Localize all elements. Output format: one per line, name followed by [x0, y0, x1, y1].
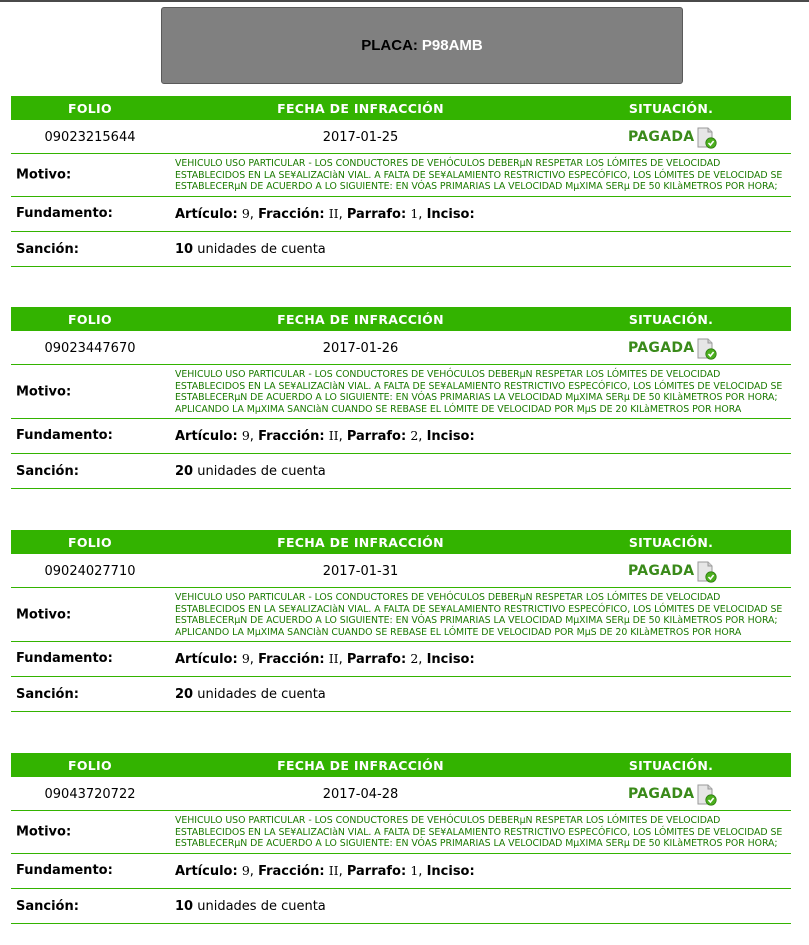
fundamento-value: Artículo: 9, Fracción: II, Parrafo: 2, Inciso: — [175, 428, 475, 445]
folio-value: 09043720722 — [44, 787, 136, 802]
fraccion-value: II — [328, 205, 339, 221]
articulo-value: 9 — [241, 651, 250, 667]
header-situacion: SITUACIÓN. — [628, 758, 714, 773]
status-text: PAGADA — [628, 563, 695, 579]
header-folio: FOLIO — [68, 101, 112, 116]
articulo-value: 9 — [241, 428, 250, 444]
infraction-record — [11, 530, 791, 712]
motivo-text: VEHICULO USO PARTICULAR - LOS CONDUCTORES DE VEHÓCULOS DEBERµN RESPETAR LOS LÓMITES DE VELOCIDAD ESTABLECIDOS EN LA SE¥ALIZACIàN VIAL. A FALTA DE SE¥ALAMIENTO RESTRICTIVO ESPECÓFICO, LOS LÓMITES DE VELOCIDAD SE ESTABLECERµN DE ACUERDO A LO SIGUIENTE: EN VÓAS PRIMARIAS LA VELOCIDAD MµXIMA SERµ DE 50 KILàMETROS POR HORA; — [175, 158, 783, 193]
paid-document-icon[interactable] — [697, 127, 717, 149]
motivo-label: Motivo: — [16, 824, 72, 840]
fraccion-label: Fracción: — [258, 652, 325, 668]
sancion-unit: unidades de cuenta — [197, 687, 326, 703]
plate-banner — [161, 7, 683, 84]
sancion-amount: 10 — [175, 241, 194, 257]
fundamento-value: Artículo: 9, Fracción: II, Parrafo: 1, Inciso: — [175, 205, 475, 222]
sancion-value — [175, 899, 326, 914]
articulo-value: 9 — [241, 205, 250, 221]
fecha-value: 2017-01-31 — [322, 564, 399, 579]
paid-document-icon[interactable] — [697, 561, 717, 583]
header-situacion: SITUACIÓN. — [628, 535, 714, 550]
sancion-label: Sanción: — [16, 241, 79, 257]
sancion-unit: unidades de cuenta — [197, 241, 326, 257]
infraction-record — [11, 753, 791, 924]
fraccion-label: Fracción: — [258, 863, 325, 879]
inciso-label: Inciso: — [426, 863, 475, 879]
fundamento-row — [11, 419, 791, 454]
sancion-value — [175, 687, 326, 702]
sancion-row — [11, 889, 791, 924]
infraction-record — [11, 307, 791, 489]
fraccion-value: II — [328, 862, 339, 878]
header-folio: FOLIO — [68, 535, 112, 550]
fundamento-row — [11, 854, 791, 889]
parrafo-label: Parrafo: — [346, 429, 407, 445]
parrafo-label: Parrafo: — [346, 206, 407, 222]
header-situacion: SITUACIÓN. — [628, 101, 714, 116]
sancion-value — [175, 242, 326, 257]
fundamento-row — [11, 197, 791, 232]
parrafo-value: 2 — [410, 651, 419, 667]
fundamento-label: Fundamento: — [16, 428, 113, 444]
header-fecha: FECHA DE INFRACCIÓN — [277, 312, 444, 327]
plate-label: PLACA: — [361, 37, 418, 54]
articulo-label: Artículo: — [175, 206, 238, 222]
sancion-unit: unidades de cuenta — [197, 898, 326, 914]
plate-number: P98AMB — [421, 37, 483, 54]
fraccion-value: II — [328, 428, 339, 444]
sancion-value — [175, 464, 326, 479]
paid-document-icon[interactable] — [697, 338, 717, 360]
motivo-row — [11, 154, 791, 197]
status-text: PAGADA — [628, 129, 695, 145]
record-summary-row — [11, 554, 791, 588]
fundamento-value: Artículo: 9, Fracción: II, Parrafo: 2, Inciso: — [175, 651, 475, 668]
parrafo-label: Parrafo: — [346, 652, 407, 668]
motivo-row — [11, 588, 791, 642]
sancion-row — [11, 232, 791, 267]
header-fecha: FECHA DE INFRACCIÓN — [277, 101, 444, 116]
motivo-row — [11, 365, 791, 419]
fraccion-value: II — [328, 651, 339, 667]
record-summary-row — [11, 777, 791, 811]
parrafo-value: 1 — [410, 862, 419, 878]
articulo-label: Artículo: — [175, 652, 238, 668]
sancion-label: Sanción: — [16, 898, 79, 914]
record-header — [11, 307, 791, 331]
folio-value: 09023215644 — [44, 130, 136, 145]
record-header — [11, 96, 791, 120]
fraccion-label: Fracción: — [258, 429, 325, 445]
header-folio: FOLIO — [68, 758, 112, 773]
top-border — [0, 0, 809, 2]
sancion-row — [11, 454, 791, 489]
fundamento-label: Fundamento: — [16, 205, 113, 221]
parrafo-value: 2 — [410, 428, 419, 444]
paid-document-icon[interactable] — [697, 784, 717, 806]
articulo-value: 9 — [241, 862, 250, 878]
motivo-label: Motivo: — [16, 384, 72, 400]
inciso-label: Inciso: — [426, 206, 475, 222]
header-folio: FOLIO — [68, 312, 112, 327]
motivo-text: VEHICULO USO PARTICULAR - LOS CONDUCTORES DE VEHÓCULOS DEBERµN RESPETAR LOS LÓMITES DE VELOCIDAD ESTABLECIDOS EN LA SE¥ALIZACIàN VIAL. A FALTA DE SE¥ALAMIENTO RESTRICTIVO ESPECÓFICO, LOS LÓMITES DE VELOCIDAD SE ESTABLECERµN DE ACUERDO A LO SIGUIENTE: EN VÓAS PRIMARIAS LA VELOCIDAD MµXIMA SERµ DE 50 KILàMETROS POR HORA; APLICANDO LA MµXIMA SANCIàN CUANDO SE REBASE EL LÓMITE DE VELOCIDAD POR MµS DE 20 KILàMETROS POR HORA — [175, 369, 783, 415]
sancion-amount: 10 — [175, 898, 194, 914]
fundamento-label: Fundamento: — [16, 651, 113, 667]
record-summary-row — [11, 120, 791, 154]
record-header — [11, 753, 791, 777]
infraction-record — [11, 96, 791, 267]
parrafo-label: Parrafo: — [346, 863, 407, 879]
sancion-amount: 20 — [175, 687, 194, 703]
fundamento-value: Artículo: 9, Fracción: II, Parrafo: 1, Inciso: — [175, 862, 475, 879]
articulo-label: Artículo: — [175, 429, 238, 445]
status-text: PAGADA — [628, 786, 695, 802]
fraccion-label: Fracción: — [258, 206, 325, 222]
folio-value: 09023447670 — [44, 341, 136, 356]
sancion-unit: unidades de cuenta — [197, 464, 326, 480]
sancion-row — [11, 677, 791, 712]
record-header — [11, 530, 791, 554]
status-text: PAGADA — [628, 340, 695, 356]
motivo-label: Motivo: — [16, 607, 72, 623]
articulo-label: Artículo: — [175, 863, 238, 879]
sancion-label: Sanción: — [16, 464, 79, 480]
header-fecha: FECHA DE INFRACCIÓN — [277, 758, 444, 773]
motivo-text: VEHICULO USO PARTICULAR - LOS CONDUCTORES DE VEHÓCULOS DEBERµN RESPETAR LOS LÓMITES DE VELOCIDAD ESTABLECIDOS EN LA SE¥ALIZACIàN VIAL. A FALTA DE SE¥ALAMIENTO RESTRICTIVO ESPECÓFICO, LOS LÓMITES DE VELOCIDAD SE ESTABLECERµN DE ACUERDO A LO SIGUIENTE: EN VÓAS PRIMARIAS LA VELOCIDAD MµXIMA SERµ DE 50 KILàMETROS POR HORA; APLICANDO LA MµXIMA SANCIàN CUANDO SE REBASE EL LÓMITE DE VELOCIDAD POR MµS DE 20 KILàMETROS POR HORA — [175, 592, 783, 638]
parrafo-value: 1 — [410, 205, 419, 221]
fecha-value: 2017-01-26 — [322, 341, 399, 356]
inciso-label: Inciso: — [426, 429, 475, 445]
fundamento-row — [11, 642, 791, 677]
fecha-value: 2017-01-25 — [322, 130, 399, 145]
sancion-amount: 20 — [175, 464, 194, 480]
inciso-label: Inciso: — [426, 652, 475, 668]
sancion-label: Sanción: — [16, 687, 79, 703]
motivo-label: Motivo: — [16, 167, 72, 183]
header-situacion: SITUACIÓN. — [628, 312, 714, 327]
motivo-row — [11, 811, 791, 854]
motivo-text: VEHICULO USO PARTICULAR - LOS CONDUCTORES DE VEHÓCULOS DEBERµN RESPETAR LOS LÓMITES DE VELOCIDAD ESTABLECIDOS EN LA SE¥ALIZACIàN VIAL. A FALTA DE SE¥ALAMIENTO RESTRICTIVO ESPECÓFICO, LOS LÓMITES DE VELOCIDAD SE ESTABLECERµN DE ACUERDO A LO SIGUIENTE: EN VÓAS PRIMARIAS LA VELOCIDAD MµXIMA SERµ DE 50 KILàMETROS POR HORA; — [175, 815, 783, 850]
folio-value: 09024027710 — [44, 564, 136, 579]
header-fecha: FECHA DE INFRACCIÓN — [277, 535, 444, 550]
fundamento-label: Fundamento: — [16, 862, 113, 878]
record-summary-row — [11, 331, 791, 365]
fecha-value: 2017-04-28 — [322, 787, 399, 802]
